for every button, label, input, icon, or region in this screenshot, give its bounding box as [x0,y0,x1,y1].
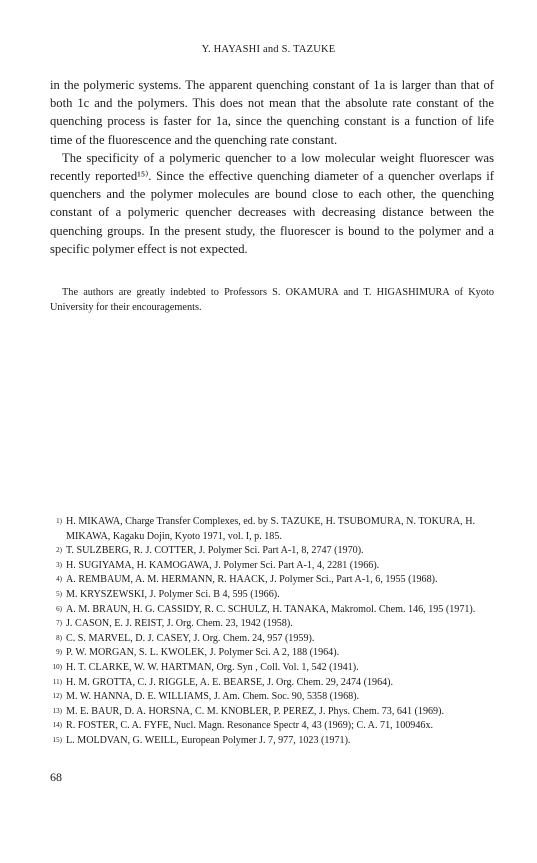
reference-number: 11) [52,677,62,686]
reference-item [46,617,498,632]
reference-number: 10) [52,662,62,671]
reference-text: R. FOSTER, C. A. FYFE, Nucl. Magn. Resonance Spectr 4, 43 (1969); C. A. 71, 100946x. [66,720,434,732]
reference-item [46,705,498,720]
reference-number: 8) [56,633,62,642]
reference-item [46,661,498,676]
body-text [50,76,494,258]
reference-text: H. M. GROTTA, C. J. RIGGLE, A. E. BEARSE, J. Org. Chem. 29, 2474 (1964). [66,676,394,688]
reference-number: 1) [56,517,62,525]
reference-text: M. KRYSZEWSKI, J. Polymer Sci. B 4, 595 (1966). [66,588,280,600]
reference-item [46,573,498,588]
reference-text: H. MIKAWA, Charge Transfer Complexes, ed. by S. TAZUKE, H. TSUBOMURA, N. TOKURA, H. MIKAWA, Kagaku Dojin, Kyoto 1971, vol. I, p. 185. [66,516,476,542]
reference-text: P. W. MORGAN, S. L. KWOLEK, J. Polymer Sci. A 2, 188 (1964). [66,647,340,659]
acknowledgement: The authors are greatly indebted to Professors S. OKAMURA and T. HIGASHIMURA of Kyoto University for their encouragements. [50,287,494,313]
reference-text: M. W. HANNA, D. E. WILLIAMS, J. Am. Chem. Soc. 90, 5358 (1968). [66,691,360,703]
reference-number: 3) [56,560,62,569]
reference-list [46,515,498,749]
reference-text: L. MOLDVAN, G. WEILL, European Polymer J. 7, 977, 1023 (1971). [66,734,351,746]
reference-number: 5) [56,589,62,598]
reference-item [46,719,498,734]
reference-item [46,734,498,749]
reference-number: 14) [52,721,62,730]
reference-item [46,588,498,603]
page-number: 68 [50,770,62,784]
paragraph-continuation: in the polymeric systems. The apparent quenching constant of 1a is larger than that of both 1c and the polymers. This does not mean that the absolute rate constant of the quenching process is faster for 1a, since the quenching constant is a function of life time of the fluorescence and the quenching rate constant. [50,78,494,147]
reference-item [46,603,498,618]
reference-item [46,690,498,705]
reference-item [46,559,498,574]
running-head: Y. HAYASHI and S. TAZUKE [201,44,336,55]
reference-number: 7) [56,619,62,628]
reference-text: A. REMBAUM, A. M. HERMANN, R. HAACK, J. Polymer Sci., Part A-1, 6, 1955 (1968). [66,574,438,586]
reference-text: H. SUGIYAMA, H. KAMOGAWA, J. Polymer Sci. Part A-1, 4, 2281 (1966). [66,559,380,571]
reference-number: 6) [56,604,62,613]
reference-number: 4) [56,575,62,584]
reference-text: C. S. MARVEL, D. J. CASEY, J. Org. Chem. 24, 957 (1959). [66,632,315,644]
reference-text: H. T. CLARKE, W. W. HARTMAN, Org. Syn , Coll. Vol. 1, 542 (1941). [66,661,359,673]
reference-item [46,632,498,647]
reference-number: 12) [52,692,62,701]
reference-item [46,646,498,661]
paragraph-specificity: The specificity of a polymeric quencher to a low molecular weight fluorescer was recently reported¹⁵⁾. Since the effective quenching diameter of a quencher overlaps if quenchers and the polymer molecules are bound close to each other, the quenching constant of a polymeric quencher decreases with decreasing distance between the quenching groups. In the present study, the fluorescer is bound to the polymer and a specific polymer effect is not expected. [50,150,494,256]
reference-text: M. E. BAUR, D. A. HORSNA, C. M. KNOBLER, P. PEREZ, J. Phys. Chem. 73, 641 (1969). [66,705,444,717]
reference-text: T. SULZBERG, R. J. COTTER, J. Polymer Sci. Part A-1, 8, 2747 (1970). [66,545,364,557]
reference-item [46,676,498,691]
reference-number: 15) [52,735,62,744]
reference-number: 9) [56,648,62,657]
reference-item [46,544,498,559]
reference-number: 13) [52,706,62,715]
reference-item [46,515,498,544]
reference-text: J. CASON, E. J. REIST, J. Org. Chem. 23, 1942 (1958). [66,618,293,630]
reference-text: A. M. BRAUN, H. G. CASSIDY, R. C. SCHULZ, H. TANAKA, Makromol. Chem. 146, 195 (1971). [66,603,476,615]
reference-number: 2) [56,546,62,555]
